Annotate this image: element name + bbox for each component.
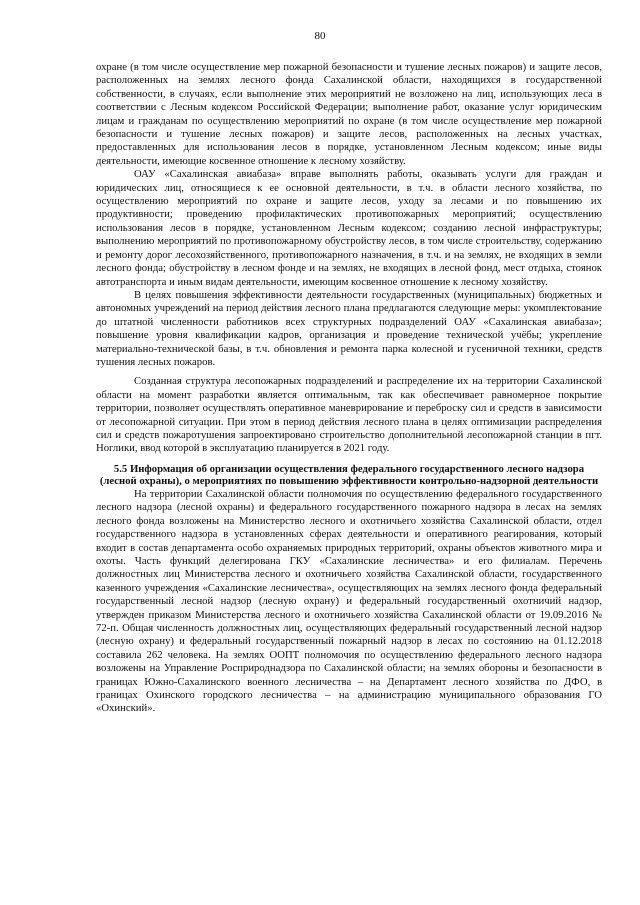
section-heading-5-5: 5.5 Информация об организации осуществления федерального государственного лесного надзора (лесной охраны), о мероприятиях по повышению эффективности контрольно-надзорной деятельности [99, 462, 599, 488]
page-number: 80 [314, 30, 326, 42]
paragraph-aviabaza-works: ОАУ «Сахалинская авиабаза» вправе выполнять работы, оказывать услуги для граждан и юридических лиц, относящиеся к ее основной деятельности, в т.ч. в области лесного хозяйства, по осуществлению мероприятий по охране и защите лесов, уходу за лесами и по повышению их продуктивности; проведению профилактических противопожарных мероприятий; осуществлению использования лесов в порядке, установленном Лесным кодексом; созданию лесной инфраструктуры; выполнению мероприятий по противопожарному обустройству лесов, в том числе строительству, содержанию и ремонту дорог лесохозяйственного, противопожарного назначения, в т.ч. и на землях, не входящих в земли лесного фонда; обустройству в лесном фонде и на землях, не входящих в лесной фонд, мест отдыха, стоянок автотранспорта и иным видам деятельности, имеющим косвенное отношение к лесному хозяйству. [96, 168, 602, 288]
paragraph-forest-supervision: На территории Сахалинской области полномочия по осуществлению федерального государственного лесного надзора (лесной охраны) и федерального государственного пожарного надзора в лесах на землях лесного фонда возложены на Министерство лесного и охотничьего хозяйства Сахалинской области, отдел государственного надзора в установленных сферах деятельности и оперативного реагирования, который входит в состав департамента особо охраняемых природных территорий, охраны объектов животного мира и охоты. Часть функций делегирована ГКУ «Сахалинские лесничества» и его филиалам. Перечень должностных лиц Министерства лесного и охотничьего хозяйства Сахалинской области, государственного казенного учреждения «Сахалинские лесничества», осуществляющих на землях лесного фонда федеральный государственный лесной надзор (лесную охрану) и федеральный государственный охотничий надзор, утвержден приказом Министерства лесного и охотничьего хозяйства Сахалинской области от 19.09.2016 № 72-п. Общая численность должностных лиц, осуществляющих федеральный государственный лесной надзор (лесную охрану) и федеральный государственный пожарный надзор в лесах по состоянию на 01.12.2018 составила 262 человека. На землях ООПТ полномочия по осуществлению федерального лесного надзора возложены на Управление Росприроднадзора по Сахалинской области; на землях обороны и безопасности в границах Южно-Сахалинского военного лесничества – на Департамент лесного хозяйства по ДФО, в границах Охинского городского лесничества – на администрацию муниципального образования ГО «Охинский». [96, 487, 602, 715]
paragraph-fire-station-structure: Созданная структура лесопожарных подразделений и распределение их на территории Сахалинской области на момент разработки является оптимальным, так как обеспечивает равномерное покрытие территории, позволяет осуществлять оперативное маневрирование и переброску сил и средств в зависимости от лесопожарной ситуации. При этом в период действия лесного плана в целях оптимизации распределения сил и средств пожаротушения запроектировано строительство дополнительной лесопожарной станции в пгт. Ноглики, ввод которой в эксплуатацию планируется в 2021 году. [96, 375, 602, 455]
paragraph-efficiency-measures: В целях повышения эффективности деятельности государственных (муниципальных) бюджетных и автономных учреждений на период действия лесного плана предлагаются следующие меры: укомплектование до штатной численности работников всех структурных подразделений ОАУ «Сахалинская авиабаза»; повышение уровня квалификации кадров, организация и проведение технической учёбы; укрепление материально-технической базы, в т.ч. обновления и ремонта парка колесной и гусеничной техники, средств тушения лесных пожаров. [96, 288, 602, 368]
paragraph-fire-protection-continued: охране (в том числе осуществление мер пожарной безопасности и тушение лесных пожаров) и защите лесов, расположенных на землях лесного фонда Сахалинской области, находящихся в государственной собственности, в случаях, если выполнение этих мероприятий не возложено на лиц, использующих леса в соответствии с Лесным кодексом Российской Федерации; выполнение работ, оказание услуг юридическим лицам и гражданам по осуществлению мероприятий по охране (в том числе осуществление мер пожарной безопасности и тушение лесных пожаров) и защите лесов, расположенных на лесных участках, предоставленных для использования лесов в порядке, установленном Лесным кодексом; иные виды деятельности, имеющие косвенное отношение к лесному хозяйству. [96, 61, 602, 167]
page-content [96, 61, 602, 716]
